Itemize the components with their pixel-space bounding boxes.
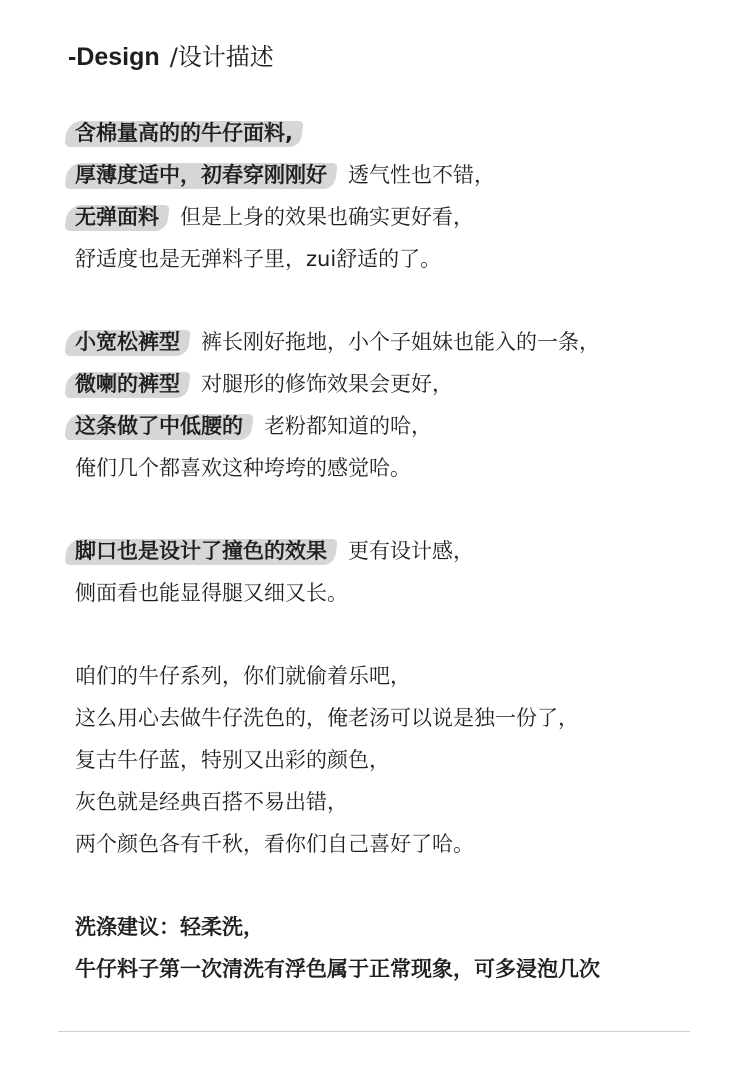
text-line xyxy=(75,244,441,274)
text-line xyxy=(75,118,293,148)
text-segment: ，但是上身的效果也确实更好看， xyxy=(159,205,474,229)
bottom-divider xyxy=(58,1031,690,1032)
text-line xyxy=(75,536,474,566)
text-line xyxy=(75,369,453,399)
text-segment: 侧面看也能显得腿又细又长。 xyxy=(75,581,348,605)
highlighted-phrase: 微喇的裤型 xyxy=(75,369,180,399)
text-segment: 复古牛仔蓝，特别又出彩的颜色， xyxy=(75,748,390,772)
text-segment: 洗涤建议：轻柔洗， xyxy=(75,915,264,939)
highlighted-phrase: 厚薄度适中，初春穿刚刚好 xyxy=(75,160,327,190)
text-line xyxy=(75,745,390,775)
text-line xyxy=(75,578,348,608)
text-line xyxy=(75,411,432,441)
text-line xyxy=(75,661,411,691)
highlighted-phrase: 脚口也是设计了撞色的效果 xyxy=(75,536,327,566)
text-line xyxy=(75,829,474,859)
text-line xyxy=(75,453,411,483)
highlighted-phrase: 无弹面料 xyxy=(75,202,159,232)
text-segment: ，透气性也不错， xyxy=(327,163,495,187)
text-segment: 这么用心去做牛仔洗色的，俺老汤可以说是独一份了， xyxy=(75,706,579,730)
text-line xyxy=(75,954,600,984)
text-line xyxy=(75,160,495,190)
text-line xyxy=(75,703,579,733)
text-segment: ，裤长刚好拖地，小个子姐妹也能入的一条， xyxy=(180,330,600,354)
text-segment: ，对腿形的修饰效果会更好， xyxy=(180,372,453,396)
text-segment: 牛仔料子第一次清洗有浮色属于正常现象，可多浸泡几次 xyxy=(75,957,600,981)
text-segment: 两个颜色各有千秋，看你们自己喜好了哈。 xyxy=(75,832,474,856)
header-title-en: -Design xyxy=(68,43,160,71)
highlighted-phrase: 小宽松裤型 xyxy=(75,327,180,357)
highlighted-phrase: 这条做了中低腰的 xyxy=(75,411,243,441)
text-segment: 灰色就是经典百搭不易出错， xyxy=(75,790,348,814)
highlighted-phrase: 含棉量高的的牛仔面料, xyxy=(75,118,293,148)
text-line xyxy=(75,202,474,232)
text-segment: ，更有设计感， xyxy=(327,539,474,563)
text-line xyxy=(75,787,348,817)
section-header xyxy=(68,40,274,74)
text-segment: ，老粉都知道的哈， xyxy=(243,414,432,438)
text-segment: 舒适度也是无弹料子里，zui舒适的了。 xyxy=(75,247,442,271)
header-title-zh: /设计描述 xyxy=(169,43,274,71)
text-segment: 俺们几个都喜欢这种垮垮的感觉哈。 xyxy=(75,456,411,480)
text-line xyxy=(75,327,600,357)
text-line xyxy=(75,912,264,942)
text-segment: 咱们的牛仔系列，你们就偷着乐吧， xyxy=(75,664,411,688)
